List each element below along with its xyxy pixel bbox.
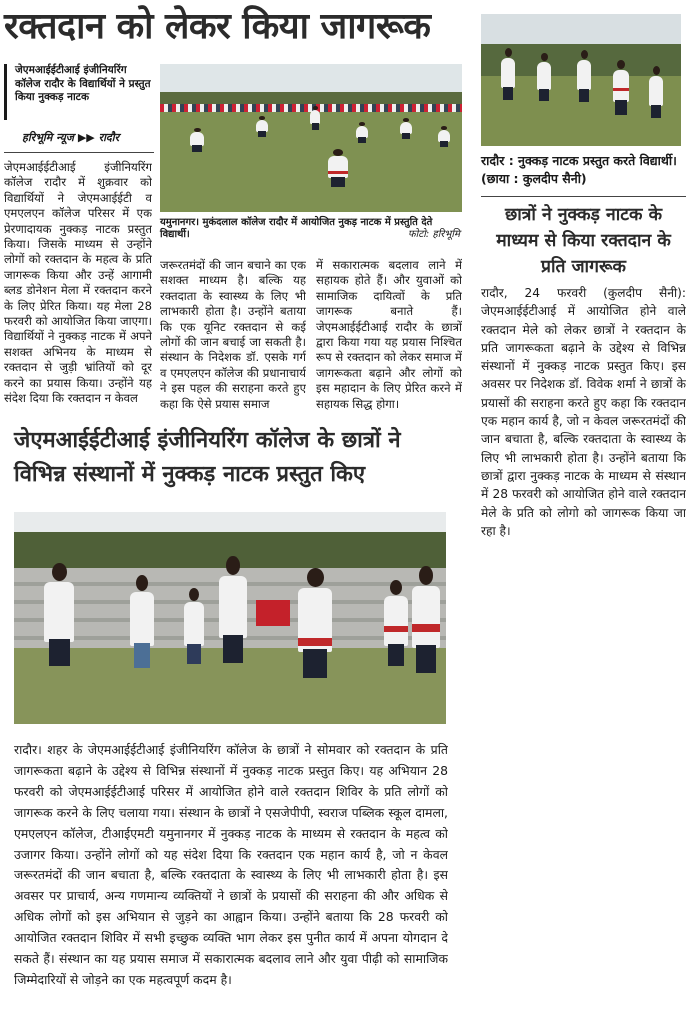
bottom-headline: जेएमआईईटीआई इंजीनियरिंग कॉलेज के छात्रों ने विभिन्न संस्थानों में नुक्कड़ नाटक प्रस्तुत किए — [14, 428, 401, 487]
right-article-photo — [481, 14, 681, 146]
right-headline: छात्रों ने नुक्कड़ नाटक के माध्यम से किया रक्तदान के प्रति जागरूक — [496, 205, 671, 277]
left-col-2-text: जरूरतमंदों की जान बचाने का एक सशक्त माध्यम है। बल्कि यह रक्तदाता के स्वास्थ्य के लिए भी लाभकारी होता है। उन्होंने बताया कि एक यूनिट रक्तदान से कई लोगों की जान बचाई जा सकती है। संस्थान के निदेशक डॉ. एसके गर्ग व एमएलएन कॉलेज की प्रधानाचार्य ने इस पहल की सराहना करते हुए कहा कि ऐसे प्रयास समाज — [160, 258, 306, 411]
left-photo-caption — [160, 217, 460, 243]
right-body-text: रादौर, 24 फरवरी (कुलदीप सैनी): जेएमआईईटीआई में आयोजित होने वाले रक्तदान मेले को लेकर छात्रों ने रक्तदान के प्रति जागरूकता बढ़ाने के उद्देश्य से विभिन्न संस्थानों में नुक्कड़ नाटक प्रस्तुत किए। इस अवसर पर निदेशक डॉ. विवेक शर्मा ने छात्रों के प्रयासों की सराहना करते हुए कहा कि रक्तदान एक महान कार्य है, जो न केवल जरूरतमंदों की जान बचाता है, बल्कि रक्तदाता के स्वास्थ्य के लिए भी लाभकारी होता है। उन्होंने बताया कि छात्रों द्वारा नुक्कड़ नाटक के माध्यम से संस्थान में 28 फरवरी को आयोजित होने वाले रक्तदान मेले के प्रति को लोगो को जागरूक किया जा रहा है। — [481, 286, 686, 538]
bottom-body-text: रादौर। शहर के जेएमआईईटीआई इंजीनियरिंग कॉलेज के छात्रों ने सोमवार को रक्तदान के प्रति जागरूकता बढ़ाने के उद्देश्य से विभिन्न संस्थानों में नुक्कड़ नाटक प्रस्तुत किए। यह अभियान 28 फरवरी को जेएमआईईटीआई परिसर में आयोजित होने वाले रक्तदान शिविर के प्रति लोगों को जागरूक करने के लिए चलाया गया। संस्थान के छात्रों ने एसजेपीपी, स्वराज पब्लिक स्कूल दामला, एमएलएन कॉलेज, टीआईएमटी यमुनानगर में नुक्कड़ नाटक के माध्यम से रक्तदान के महत्व को उजागर किया। उन्होंने लोगों को यह संदेश दिया कि रक्तदान एक महान कार्य है, जो न केवल जरूरतमंदों की जान बचाता है, बल्कि रक्तदाता के स्वास्थ्य के लिए भी लाभकारी होता है। इस अवसर पर प्राचार्य, अन्य गणमान्य व्यक्तियों ने छात्रों के प्रयासों की सराहना की और अधिक से अधिक लोगों को इस अभियान से जुड़ने का आह्वान किया। उन्होंने बताया कि 28 फरवरी को आयोजित रक्तदान शिविर में सभी इच्छुक व्यक्ति भाग लेकर इस पुनीत कार्य में अपना योगदान दे सकते हैं। संस्थान का यह प्रयास समाज में सकारात्मक बदलाव लाने और युवा पीढ़ी को सामाजिक जिम्मेदारियों से जोड़ने का एक महत्वपूर्ण कदम है। — [14, 742, 448, 987]
left-article-photo — [160, 64, 462, 212]
left-col-1-text: जेएमआईईटीआई इंजीनियरिंग कॉलेज रादौर में शुक्रवार को विद्यार्थियों ने जेएमआईईटी व एमएलएन कॉलेज परिसर में एक प्रेरणादायक नुक्कड़ नाटक प्रस्तुत किया। जिसके माध्यम से उन्होंने लोगों को रक्तदान के महत्व के प्रति जागरूक किया और उन्हें आगामी ब्लड डोनेशन मेला में रक्तदान करने के लिए प्रेरित किया। यह मेला 28 फरवरी को आयोजित किया जाएगा। विद्यार्थियों ने नुक्कड़ नाटक में अपने सशक्त अभिनय के माध्यम से रक्तदान से जुड़ी भ्रांतियों को दूर करने का प्रयास किया। उन्होंने यह संदेश दिया कि रक्तदान न केवल — [4, 160, 152, 406]
byline-rule — [4, 152, 154, 153]
byline-dateline: रादौर — [98, 131, 120, 144]
byline-arrow-icon: ▶▶ — [77, 131, 95, 144]
summary-text: जेएमआईईटीआई इंजीनियरिंग कॉलेज रादौर के विद्यार्थियों ने प्रस्तुत किया नुक्कड़ नाटक — [15, 64, 151, 103]
left-col-3-text: में सकारात्मक बदलाव लाने में सहायक होते हैं। और युवाओं को सामाजिक दायित्वों के प्रति जागरूक बनाते हैं। जेएमआईईटीआई रादौर के छात्रों द्वारा किया गया यह प्रयास निश्चित रूप से रक्तदान को लेकर समाज में जागरूकता बढ़ाने और लोगों को इस महादान के लिए प्रेरित करने में सहायक सिद्ध होगा। — [316, 258, 462, 411]
banner — [256, 600, 290, 626]
byline — [22, 130, 162, 145]
summary-box — [4, 64, 154, 120]
left-photo-caption-text: यमुनानगर। मुकंदलाल कॉलेज रादौर में आयोजित नुकड़ नाटक में प्रस्तुति देते विद्यार्थी। — [160, 217, 433, 240]
right-photo-caption: रादौर : नुक्कड़ नाटक प्रस्तुत करते विद्यार्थी। (छाया : कुलदीप सैनी) — [481, 153, 677, 186]
left-photo-credit: फोटो: हरिभूमि — [407, 229, 460, 240]
main-headline: रक्तदान को लेकर किया जागरूक — [4, 6, 431, 47]
byline-name: हरिभूमि न्यूज — [22, 131, 74, 144]
right-caption-rule — [481, 196, 686, 197]
bottom-article-photo — [14, 512, 446, 724]
